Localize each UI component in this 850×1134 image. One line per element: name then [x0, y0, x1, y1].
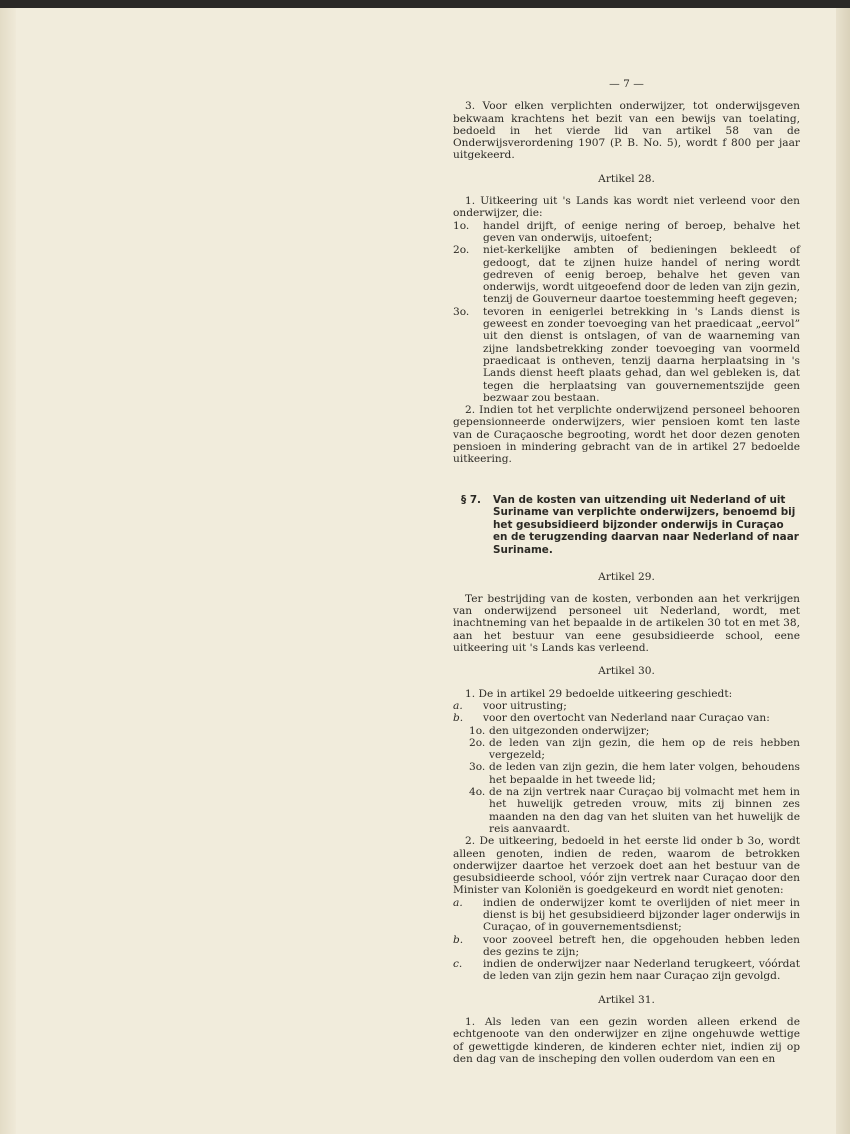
item-label: c. [453, 958, 463, 971]
item-text: tevoren in eenigerlei betrekking in 's Lands dienst is geweest en zonder toevoeging van het praedicaat „eervol” uit den dienst is ontslagen, of van de waarneming van zijne landsbetrekking zonder toevoeging van voormeld praedicaat is ontheven, tenzij daarna herplaatsing in 's Lands dienst heeft plaats gehad, dan wel gebleken is, dat tegen die herplaatsing van gouvernementszijde geen bezwaar zou bestaan. [483, 305, 800, 404]
article-30-item-2 [453, 934, 800, 959]
paragraph-label: 3. [465, 100, 476, 113]
article-30-heading: Artikel 30. [598, 665, 655, 678]
left-page-fold [0, 8, 16, 1134]
top-scan-border [0, 0, 850, 8]
subitem-text: den uitgezonden onderwijzer; [489, 724, 650, 737]
lid-label: 2. [465, 404, 476, 417]
page-number: — 7 — [609, 78, 644, 90]
item-label: 3o. [453, 305, 470, 318]
article-28-heading: Artikel 28. [598, 172, 655, 185]
paragraph-3 [453, 100, 800, 161]
article-30-item [453, 700, 800, 712]
lid-label: 1. [465, 1016, 476, 1029]
lid-text: Indien tot het verplichte onderwijzend personeel behooren gepensionneerde onderwijzers, wier pensioen komt ten laste van de Curaçaosche begrooting, wordt het door dezen genoten pensioen in mindering gebracht van de in artikel 27 bedoelde uitkeering. [453, 404, 800, 466]
lid-text: Als leden van een gezin worden alleen erkend de echtgenoote van den onderwijzer en zijne ongehuwde wettige of gewettigde kinderen, de kinderen echter niet, indien zij op den dag van de inscheping den vollen ouderdom van een en [453, 1016, 800, 1065]
section-label: § 7. [461, 493, 481, 506]
paragraph-text: Voor elken verplichten onderwijzer, tot onderwijsgeven bekwaam krachtens het bezit van een bewijs van toelating, bedoeld in het vierde lid van artikel 58 van de Onderwijsverordening 1907 (P. B. No. 5), wordt f 800 per jaar uitgekeerd. [453, 100, 800, 162]
subitem-label: 2o. [469, 736, 486, 749]
lid-text: Uitkeering uit 's Lands kas wordt niet verleend voor den onderwijzer, die: [453, 195, 801, 220]
section-7-heading [453, 494, 800, 557]
item-text: indien de onderwijzer komt te overlijden of niet meer in dienst is bij het gesubsidieerd bijzonder lager onderwijs in Curaçao, of in gouvernementsdienst; [483, 896, 800, 934]
item-text: voor zooveel betreft hen, die opgehouden hebben leden des gezins te zijn; [483, 933, 800, 958]
article-29-text: Ter bestrijding van de kosten, verbonden aan het verkrijgen van onderwijzend personeel uit Nederland, wordt, met inachtneming van het bepaalde in de artikelen 30 tot en met 38, aan het bestuur van eene gesubsidieerde school, eene uitkeering uit 's Lands kas verleend. [453, 592, 800, 655]
lid-label: 1. [465, 195, 476, 208]
article-30-item-2 [453, 897, 800, 934]
article-30-subitem [469, 737, 800, 762]
item-label: a. [453, 699, 463, 712]
item-text: handel drijft, of eenige nering of beroep, behalve het geven van onderwijs, uitoefent; [483, 219, 800, 244]
item-label: 2o. [453, 244, 470, 257]
article-30-subitem [469, 761, 800, 786]
subitem-text: de na zijn vertrek naar Curaçao bij volmacht met hem in het huwelijk getreden vrouw, mits zij binnen zes maanden na den dag van het sluiten van het huwelijk de reis aanvaardt. [489, 786, 800, 835]
text-column [453, 78, 800, 1065]
item-label: 1o. [453, 219, 470, 232]
item-label: b. [453, 712, 464, 725]
article-30-lid-2 [453, 835, 800, 896]
article-28-lid-1 [453, 195, 800, 220]
article-31-lid-1 [453, 1016, 800, 1065]
article-30-lid-1 [453, 688, 800, 700]
item-label: b. [453, 933, 464, 946]
article-31-heading: Artikel 31. [598, 993, 655, 1006]
subitem-label: 3o. [469, 761, 486, 774]
article-28-item [453, 220, 800, 245]
article-30-subitem [469, 725, 800, 737]
article-28-lid-2 [453, 404, 800, 465]
subitem-label: 4o. [469, 786, 486, 799]
lid-label: 2. [465, 835, 476, 848]
section-title: Van de kosten van uitzending uit Nederland of uit Suriname van verplichte onderwijzers, benoemd bij het gesubsidieerd bijzonder onderwijs in Curaçao en de terugzending daarvan naar Nederland of naar Suriname. [493, 493, 799, 556]
lid-text: De uitkeering, bedoeld in het eerste lid onder b 3o, wordt alleen genoten, indien de reden, waarom de betrokken onderwijzer daartoe het verzoek doet aan het bestuur van de gesubsidieerde school, vóór zijn vertrek naar Curaçao door den Minister van Koloniën is goedgekeurd en wordt niet genoten: [453, 835, 800, 897]
article-28-item [453, 306, 800, 404]
subitem-text: de leden van zijn gezin, die hem op de reis hebben vergezeld; [489, 736, 800, 762]
article-30-subitem [469, 786, 800, 835]
item-text: voor den overtocht van Nederland naar Curaçao van: [483, 712, 770, 725]
article-28-item [453, 244, 800, 305]
right-page-edge [836, 8, 850, 1134]
item-text: indien de onderwijzer naar Nederland terugkeert, vóórdat de leden van zijn gezin hem naar Curaçao zijn gevolgd. [483, 958, 800, 983]
article-30-item [453, 712, 800, 724]
lid-text: De in artikel 29 bedoelde uitkeering geschiedt: [478, 687, 733, 700]
article-30-item-2 [453, 958, 800, 983]
article-29-heading: Artikel 29. [598, 570, 655, 583]
subitem-text: de leden van zijn gezin, die hem later volgen, behoudens het bepaalde in het tweede lid; [489, 761, 800, 786]
item-text: voor uitrusting; [483, 699, 567, 712]
subitem-label: 1o. [469, 724, 486, 737]
item-label: a. [453, 896, 463, 909]
lid-label: 1. [465, 687, 476, 700]
item-text: niet-kerkelijke ambten of bedieningen bekleedt of gedoogt, dat te zijnen huize handel of nering wordt gedreven of eenig beroep, behalve het geven van onderwijs, wordt uitgeoefend door de leden van zijn gezin, tenzij de Gouverneur daartoe toestemming heeft gegeven; [483, 244, 800, 306]
